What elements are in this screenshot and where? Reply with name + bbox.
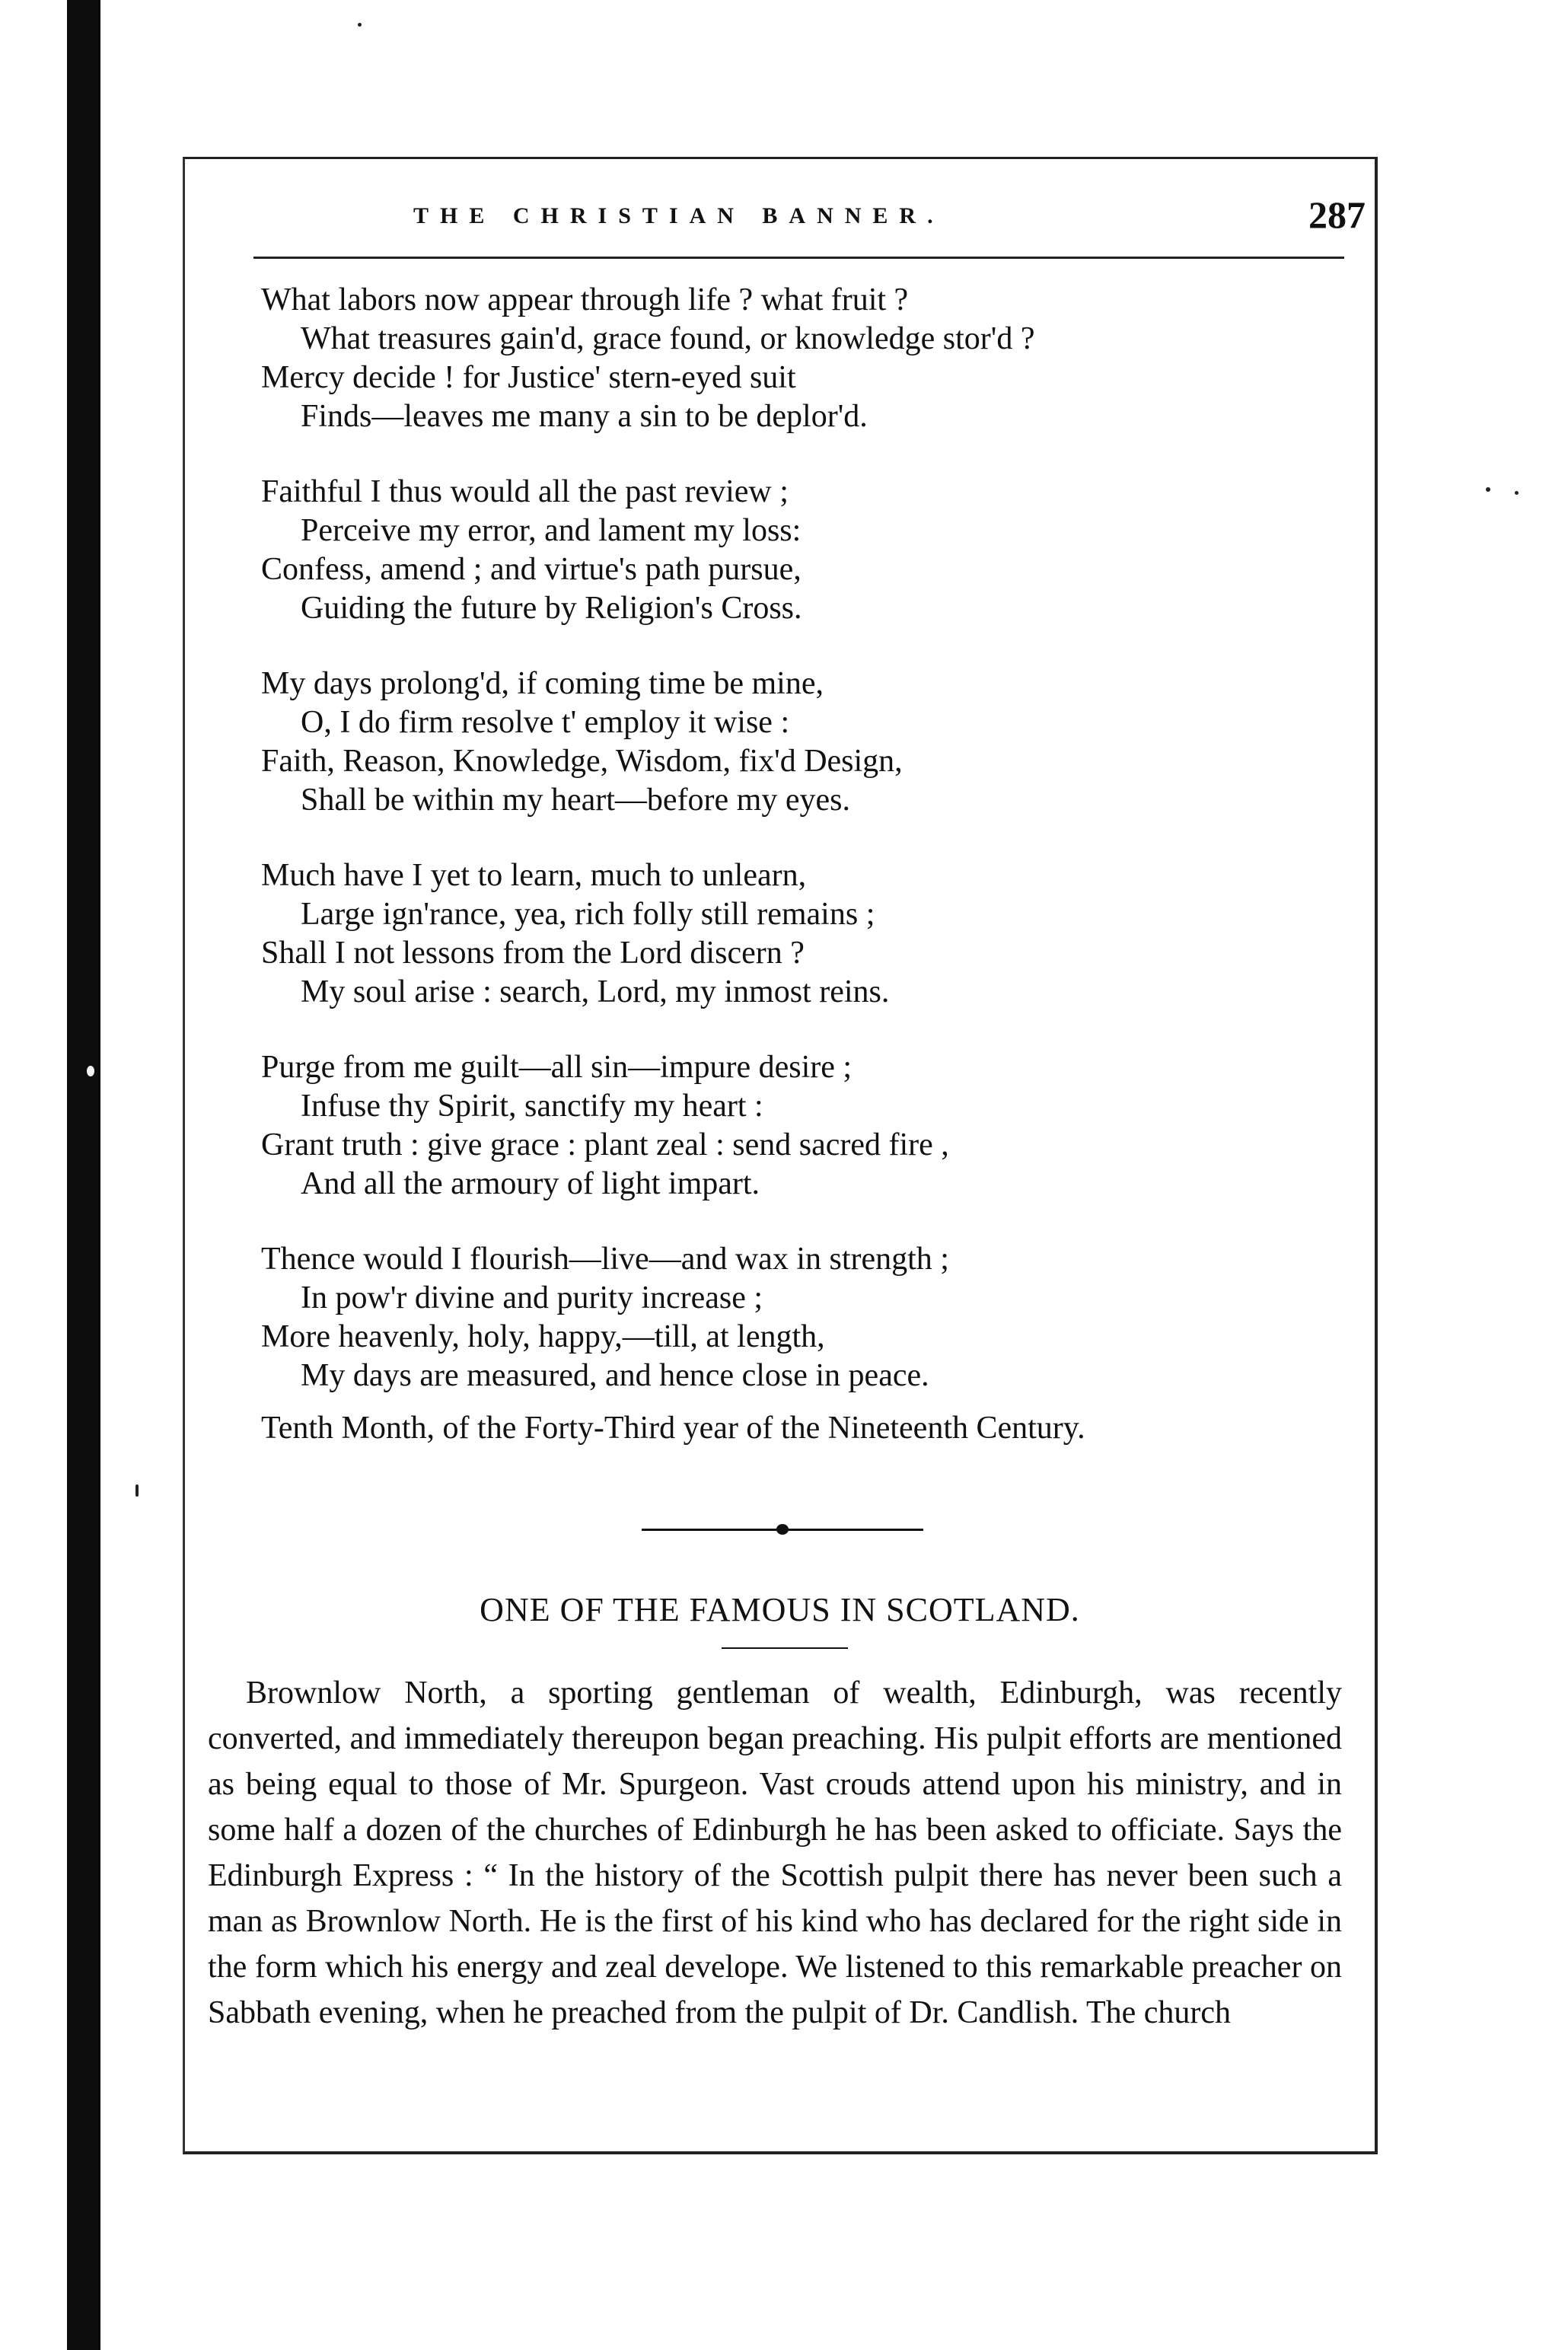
poem-line: Shall be within my heart—before my eyes. xyxy=(301,783,850,818)
section-divider-ornament xyxy=(642,1522,923,1537)
poem-stanza xyxy=(261,281,1357,436)
book-binding-edge xyxy=(67,0,100,2350)
poem-line: In pow'r divine and purity increase ; xyxy=(301,1280,763,1315)
poem-line: What labors now appear through life ? what fruit ? xyxy=(261,282,909,317)
poem-line: More heavenly, holy, happy,—till, at length, xyxy=(261,1319,825,1354)
binding-speck xyxy=(87,1066,94,1076)
print-speck xyxy=(1486,487,1490,492)
poem-line: Guiding the future by Religion's Cross. xyxy=(301,591,802,626)
print-speck xyxy=(358,23,362,27)
article-paragraph: Brownlow North, a sporting gentleman of wealth, Edinburgh, was recently converted, and immediately thereupon began preaching. His pulpit efforts are mentioned as being equal to those of Mr. Spurgeon. Vast crouds attend upon his ministry, and in some half a dozen of the churches of Edinburgh he has been asked to officiate. Says the Edinburgh Express : “ In the history of the Scottish pulpit there has never been such a man as Brownlow North. He is the first of his kind who has declared for the right side in the form which his energy and zeal develope. We listened to this remarkable preacher on Sabbath evening, when he preached from the pulpit of Dr. Candlish. The church xyxy=(208,1676,1342,2030)
poem-dateline: Tenth Month, of the Forty-Third year of the Nineteenth Century. xyxy=(261,1411,1085,1446)
poem-stanza xyxy=(261,856,1357,1012)
poem xyxy=(261,281,1357,1448)
print-speck xyxy=(135,1484,139,1497)
page-frame xyxy=(183,157,1378,2154)
article-title: ONE OF THE FAMOUS IN SCOTLAND. xyxy=(480,1591,1080,1628)
poem-line: Faithful I thus would all the past review ; xyxy=(261,474,789,509)
poem-line: Thence would I flourish—live—and wax in strength ; xyxy=(261,1242,949,1277)
poem-line: Finds—leaves me many a sin to be deplor'd. xyxy=(301,399,868,434)
poem-stanza xyxy=(261,473,1357,628)
poem-stanza xyxy=(261,1240,1357,1395)
header-rule xyxy=(253,257,1344,259)
poem-line: And all the armoury of light impart. xyxy=(301,1166,760,1201)
title-rule xyxy=(722,1647,848,1649)
poem-line: Much have I yet to learn, much to unlearn, xyxy=(261,858,807,893)
page-header xyxy=(185,193,1375,252)
poem-stanza xyxy=(261,1048,1357,1204)
poem-line: Shall I not lessons from the Lord discern ? xyxy=(261,936,805,971)
poem-line: Confess, amend ; and virtue's path pursue, xyxy=(261,552,802,587)
page-number: 287 xyxy=(1308,193,1366,236)
poem-line: My days are measured, and hence close in peace. xyxy=(301,1358,929,1393)
poem-line: Mercy decide ! for Justice' stern-eyed suit xyxy=(261,360,796,395)
poem-line: O, I do firm resolve t' employ it wise : xyxy=(301,705,790,740)
poem-line: Large ign'rance, yea, rich folly still remains ; xyxy=(301,897,875,932)
article-body xyxy=(208,1670,1342,2036)
poem-line: Faith, Reason, Knowledge, Wisdom, fix'd Design, xyxy=(261,744,903,779)
poem-line: Infuse thy Spirit, sanctify my heart : xyxy=(301,1089,763,1124)
poem-line: My soul arise : search, Lord, my inmost reins. xyxy=(301,974,890,1009)
poem-line: What treasures gain'd, grace found, or knowledge stor'd ? xyxy=(301,321,1035,356)
poem-line: Grant truth : give grace : plant zeal : send sacred fire , xyxy=(261,1127,949,1162)
poem-line: My days prolong'd, if coming time be mine, xyxy=(261,666,824,701)
divider-dot xyxy=(776,1524,789,1535)
poem-stanza xyxy=(261,665,1357,820)
poem-line: Perceive my error, and lament my loss: xyxy=(301,513,802,548)
print-speck xyxy=(1515,491,1519,495)
running-title: THE CHRISTIAN BANNER. xyxy=(413,203,945,228)
poem-line: Purge from me guilt—all sin—impure desire ; xyxy=(261,1050,853,1085)
